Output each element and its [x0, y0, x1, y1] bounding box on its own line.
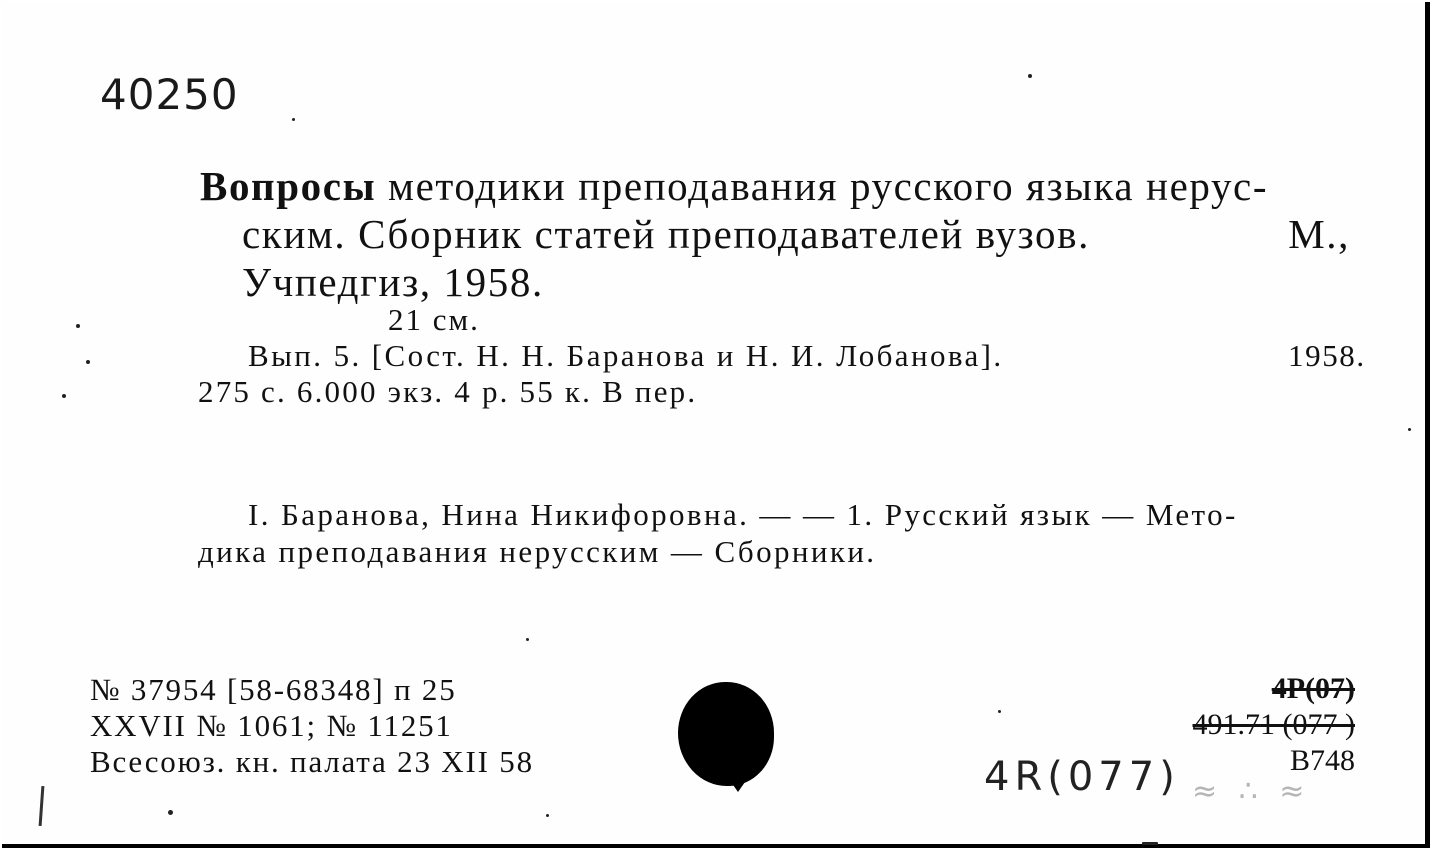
entry-title-rest: методики преподавания русского языка нерус-	[376, 163, 1269, 209]
entry-title-heading: Вопросы	[200, 163, 377, 209]
bibliographic-chamber: Всесоюз. кн. палата 23 XII 58	[90, 744, 534, 779]
speck	[1028, 74, 1032, 78]
entry-title-text: ским. Сборник статей преподавателей вузов.	[242, 211, 1090, 257]
catalog-card	[2, 2, 1430, 848]
pencil-mark	[39, 786, 45, 826]
speck	[1142, 842, 1158, 845]
handwritten-classification: 4R(077)	[984, 754, 1180, 800]
speck	[526, 638, 529, 641]
main-entry	[200, 162, 1370, 306]
punch-hole-tail	[724, 772, 752, 792]
classification-code-3: В748	[1289, 744, 1355, 777]
faint-handwriting: ≈ ∴ ≈	[1192, 774, 1311, 809]
bibliographic-number: № 37954 [58-68348] п 25	[90, 672, 457, 707]
subject-headings-line: I. Баранова, Нина Никифоровна. — — 1. Русский язык — Мето-	[248, 497, 1238, 532]
punch-hole	[678, 682, 774, 786]
classification-code-1: 4Р(07)	[1271, 672, 1355, 705]
speck	[546, 814, 549, 817]
issue-details: 275 с. 6.000 экз. 4 р. 55 к. В пер.	[198, 374, 698, 409]
entry-size: 21 см.	[388, 302, 480, 337]
speck	[168, 810, 173, 815]
bibliographic-registry: XXVII № 1061; № 11251	[90, 708, 453, 743]
entry-city: М.,	[1288, 211, 1350, 257]
entry-title-continuation	[200, 210, 1370, 258]
classification-code-2: 491.71 (077 )	[1192, 708, 1355, 741]
speck	[86, 360, 90, 364]
handwritten-accession-number: 40250	[100, 70, 239, 119]
subject-headings-continuation: дика преподавания нерусским — Сборники.	[198, 534, 877, 569]
issue-line: Вып. 5. [Сост. Н. Н. Баранова и Н. И. Лобанова].	[248, 338, 1004, 373]
speck	[62, 394, 66, 398]
speck	[76, 324, 80, 328]
entry-publisher: Учпедгиз, 1958.	[242, 259, 544, 305]
speck	[998, 710, 1001, 713]
speck	[1408, 428, 1411, 431]
speck	[292, 118, 295, 121]
entry-title-line	[200, 162, 1370, 210]
issue-year: 1958.	[1288, 338, 1366, 373]
